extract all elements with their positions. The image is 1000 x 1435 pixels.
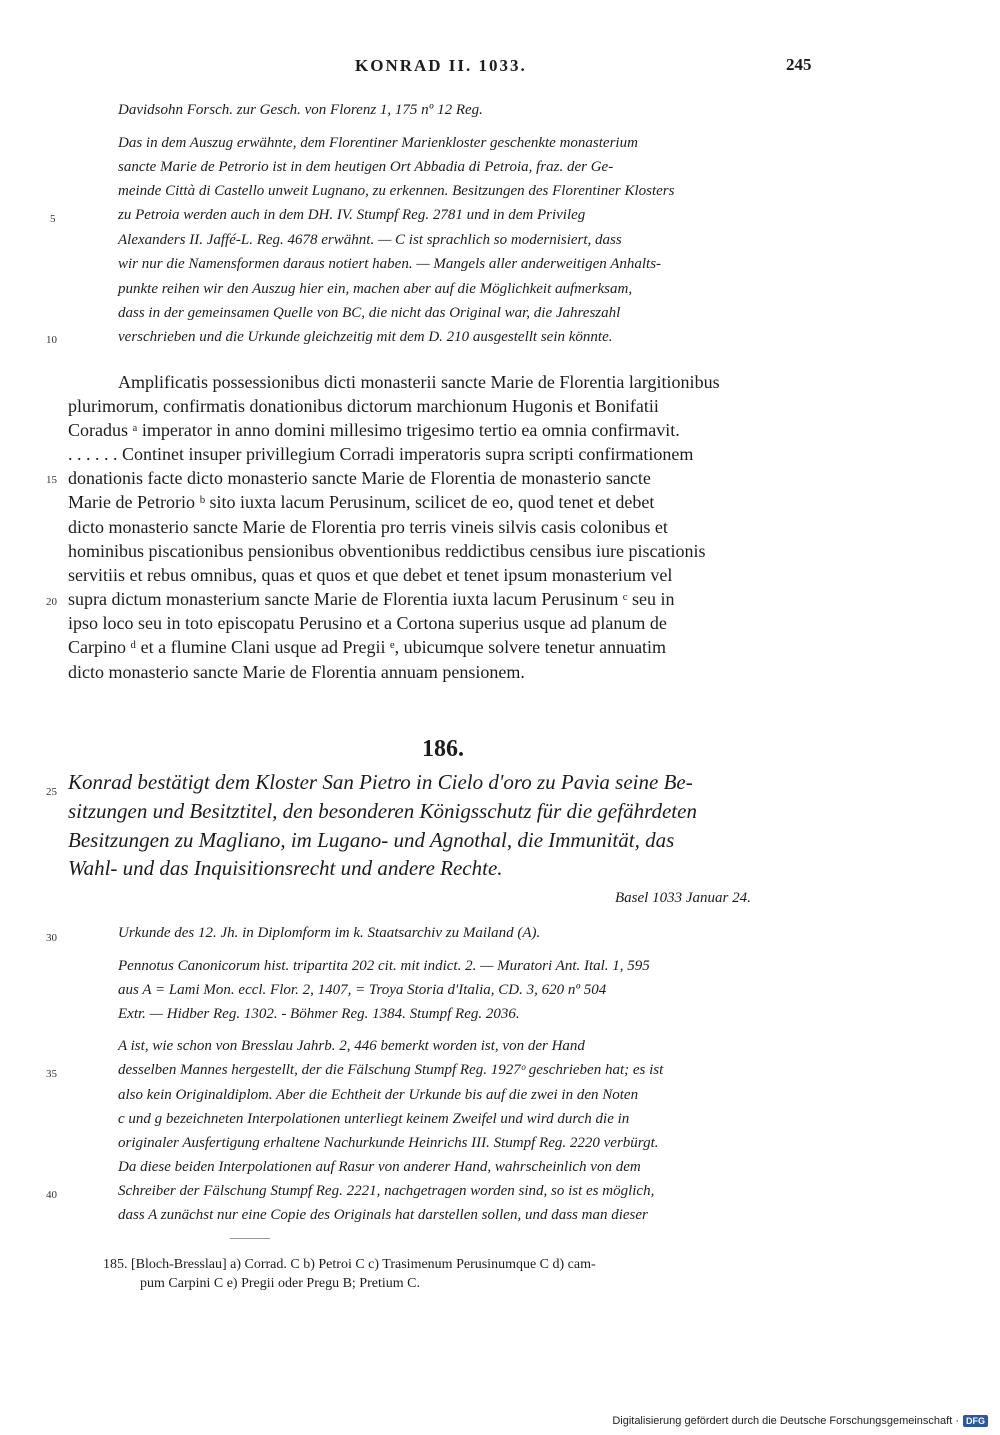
commentary-line: zu Petroia werden auch in dem DH. IV. Stumpf Reg. 2781 und in dem Privileg (118, 207, 586, 223)
text-line: dicto monasterio sancte Marie de Florentia pro terris vineis silvis casis colonibus et (68, 517, 668, 537)
regest-line: Wahl- und das Inquisitionsrecht und andere Rechte. (68, 856, 503, 880)
regest-line: sitzungen und Besitztitel, den besonderen Königsschutz für die gefährdeten (68, 799, 697, 823)
commentary-line: sancte Marie de Petrorio ist in dem heutigen Ort Abbadia di Petroia, fraz. der Ge- (118, 159, 614, 175)
page-number: 245 (786, 55, 812, 74)
text-line: hominibus piscationibus pensionibus obventionibus reddictibus censibus iure piscationis (68, 541, 706, 561)
footnote-line: pum Carpini C e) Pregii oder Pregu B; Pretium C. (140, 1276, 420, 1291)
regest-line: Besitzungen zu Magliano, im Lugano- und Agnothal, die Immunität, das (68, 828, 675, 852)
running-header: KONRAD II. 1033. (355, 56, 527, 75)
digitization-credit (612, 1415, 988, 1427)
commentary-line: punkte reihen wir den Auszug hier ein, machen aber auf die Möglichkeit aufmerksam, (118, 281, 633, 297)
text-line: Carpino ᵈ et a flumine Clani usque ad Pregii ᵉ, ubicumque solvere tenetur annuatim (68, 637, 667, 657)
line-number: 35 (46, 1068, 57, 1080)
commentary-line: verschrieben und die Urkunde gleichzeitig mit dem D. 210 ausgestellt sein könnte. (118, 329, 613, 345)
commentary-line: Das in dem Auszug erwähnte, dem Florentiner Marienkloster geschenkte monasterium (118, 135, 638, 151)
regest-line: Konrad bestätigt dem Kloster San Pietro in Cielo d'oro zu Pavia seine Be- (68, 770, 693, 794)
edition-line: Extr. — Hidber Reg. 1302. - Böhmer Reg. 1384. Stumpf Reg. 2036. (118, 1006, 520, 1022)
text-line: supra dictum monasterium sancte Marie de Florentia iuxta lacum Perusinum ᶜ seu in (68, 589, 675, 609)
text-line: dicto monasterio sancte Marie de Florentia annuam pensionem. (68, 662, 525, 682)
edition-line: aus A = Lami Mon. eccl. Flor. 2, 1407, = Troya Storia d'Italia, CD. 3, 620 nº 504 (118, 982, 607, 998)
line-number: 15 (46, 474, 57, 486)
place-date: Basel 1033 Januar 24. (615, 890, 751, 906)
dfg-logo: DFG (963, 1415, 988, 1427)
source-line: Davidsohn Forsch. zur Gesch. von Florenz 1, 175 nº 12 Reg. (118, 102, 483, 118)
line-number: 10 (46, 334, 57, 346)
commentary-line: Da diese beiden Interpolationen auf Rasur von anderer Hand, wahrscheinlich von dem (118, 1159, 641, 1175)
commentary-line: also kein Originaldiplom. Aber die Echtheit der Urkunde bis auf die zwei in den Noten (118, 1087, 639, 1103)
line-number: 25 (46, 786, 57, 798)
line-number: 30 (46, 932, 57, 944)
commentary-line: c und g bezeichneten Interpolationen unterliegt keinem Zweifel und wird durch die in (118, 1111, 630, 1127)
credit-text: Digitalisierung gefördert durch die Deutsche Forschungsgemeinschaft · (612, 1415, 959, 1427)
text-line: Coradus ᵃ imperator in anno domini millesimo trigesimo tertio ea omnia confirmavit. (68, 420, 680, 440)
text-line: servitiis et rebus omnibus, quas et quos et que debet et tenet ipsum monasterium vel (68, 565, 673, 585)
text-line: Marie de Petrorio ᵇ sito iuxta lacum Perusinum, scilicet de eo, quod tenet et debet (68, 492, 655, 512)
commentary-line: originaler Ausfertigung erhaltene Nachurkunde Heinrichs III. Stumpf Reg. 2220 verbürgt. (118, 1135, 659, 1151)
commentary-line: Alexanders II. Jaffé-L. Reg. 4678 erwähnt. — C ist sprachlich so modernisiert, dass (118, 232, 622, 248)
line-number: 40 (46, 1189, 57, 1201)
edition-line: Pennotus Canonicorum hist. tripartita 202 cit. mit indict. 2. — Muratori Ant. Ital. 1, 595 (118, 958, 650, 974)
text-line: . . . . . . Continet insuper privillegium Corradi imperatoris supra scripti confirmationem (68, 444, 694, 464)
commentary-line: dass in der gemeinsamen Quelle von BC, die nicht das Original war, die Jahreszahl (118, 305, 621, 321)
text-line: Amplificatis possessionibus dicti monasterii sancte Marie de Florentia largitionibus (118, 372, 720, 392)
text-line: donationis facte dicto monasterio sancte Marie de Florentia de monasterio sancte (68, 468, 651, 488)
commentary-line: meinde Città di Castello unweit Lugnano, zu erkennen. Besitzungen des Florentiner Klosters (118, 183, 675, 199)
text-line: ipso loco seu in toto episcopatu Perusino et a Cortona superius usque ad planum de (68, 613, 667, 633)
text-line: plurimorum, confirmatis donationibus dictorum marchionum Hugonis et Bonifatii (68, 396, 659, 416)
document-number: 186. (422, 736, 464, 762)
commentary-line: wir nur die Namensformen daraus notiert haben. — Mangels aller anderweitigen Anhalts- (118, 256, 662, 272)
commentary-line: Schreiber der Fälschung Stumpf Reg. 2221, nachgetragen worden sind, so ist es möglich, (118, 1183, 655, 1199)
commentary-line: desselben Mannes hergestellt, der die Fälschung Stumpf Reg. 1927ᵒ geschrieben hat; es ist (118, 1062, 664, 1078)
commentary-line: A ist, wie schon von Bresslau Jahrb. 2, 446 bemerkt worden ist, von der Hand (118, 1038, 585, 1054)
commentary-line: dass A zunächst nur eine Copie des Originals hat darstellen sollen, und dass man dieser (118, 1207, 648, 1223)
line-number: 20 (46, 596, 57, 608)
line-number: 5 (50, 213, 56, 225)
footnote-line: 185. [Bloch-Bresslau] a) Corrad. C b) Petroi C c) Trasimenum Perusinumque C d) cam- (103, 1257, 596, 1272)
footnote-divider (230, 1238, 270, 1239)
tradition-line: Urkunde des 12. Jh. in Diplomform im k. Staatsarchiv zu Mailand (A). (118, 925, 541, 941)
